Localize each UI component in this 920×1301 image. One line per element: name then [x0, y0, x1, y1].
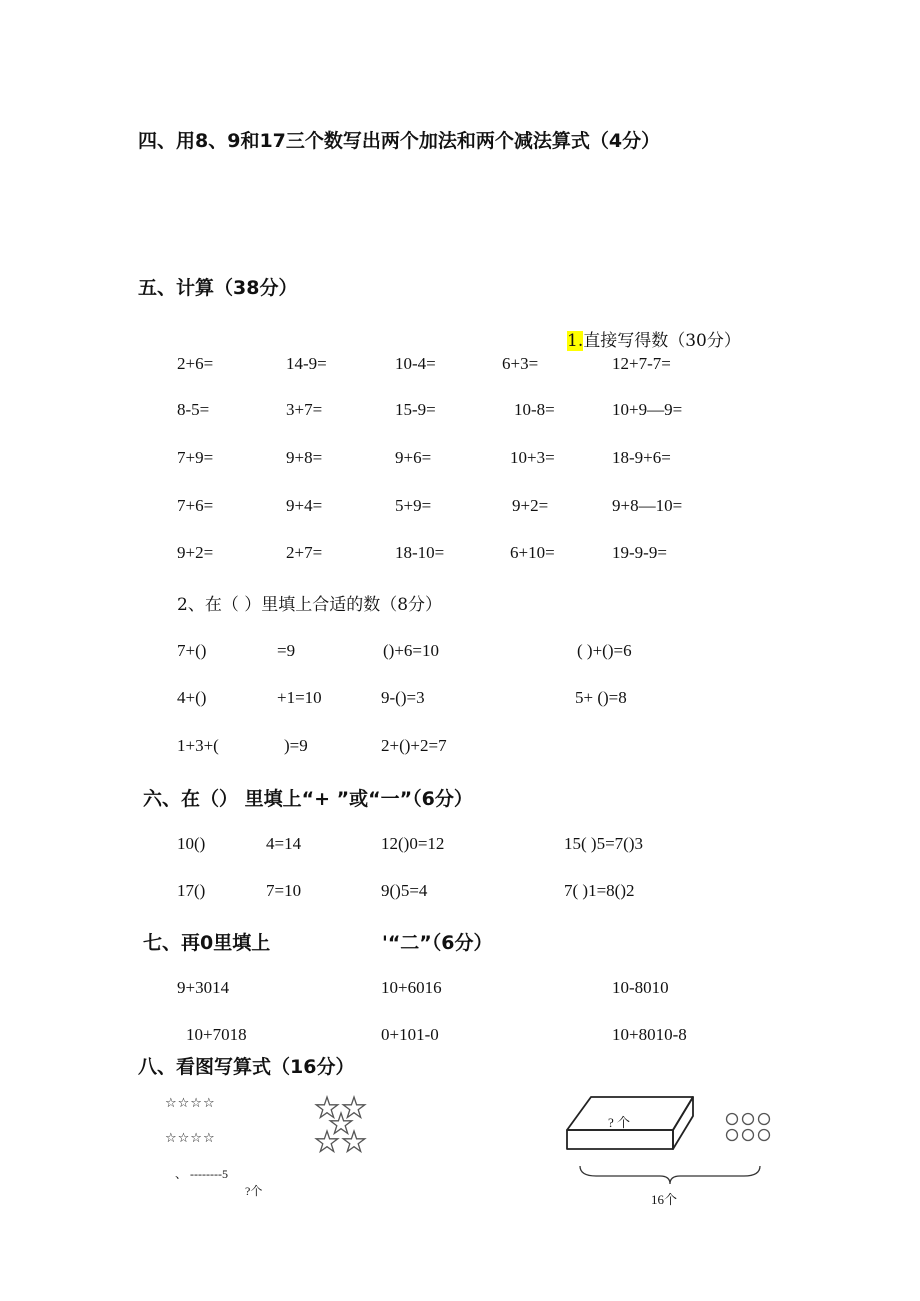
calc-item: 6+10=	[510, 543, 555, 562]
sign-item: 12()0=12	[381, 834, 445, 853]
calc-item: 9+2=	[177, 543, 214, 562]
calc-item: 19-9-9=	[612, 543, 667, 562]
sign-item: 15( )5=7()3	[564, 834, 643, 853]
compare-item: 10+8010-8	[612, 1025, 687, 1044]
calc-item: 9+2=	[512, 496, 549, 515]
calc-item: 2+6=	[177, 354, 214, 373]
fill-item: ()+6=10	[383, 641, 439, 660]
star-row-1: ☆☆☆☆	[165, 1096, 216, 1111]
calc-item: 10+3=	[510, 448, 555, 467]
brace-icon	[578, 1164, 763, 1186]
compare-item: 0+101-0	[381, 1025, 439, 1044]
star-cluster-icon	[312, 1094, 372, 1158]
compare-item: 9+3014	[177, 978, 230, 997]
sign-item: 9()5=4	[381, 881, 428, 900]
fill-item: 4+()	[177, 688, 207, 707]
calc-item: 8-5=	[177, 400, 210, 419]
brace-total-label: 16个	[651, 1192, 678, 1207]
section-4-title: 四、用8、9和17三个数写出两个加法和两个减法算式（4分）	[138, 130, 661, 152]
calc-item: 6+3=	[502, 354, 539, 373]
compare-item: 10+7018	[186, 1025, 247, 1044]
sign-item: 7=10	[266, 881, 302, 900]
section-7-title: 七、再0里填上	[143, 932, 271, 954]
sign-item: 10()	[177, 834, 206, 853]
calc-item: 18-9+6=	[612, 448, 671, 467]
box-icon	[563, 1092, 703, 1154]
calc-item: 9+8=	[286, 448, 323, 467]
calc-item: 14-9=	[286, 354, 327, 373]
sign-item: 4=14	[266, 834, 302, 853]
fill-item: ( )+()=6	[577, 641, 632, 660]
calc-item: 9+8—10=	[612, 496, 683, 515]
subsection-1-number: 1.	[567, 331, 584, 351]
compare-item: 10+6016	[381, 978, 442, 997]
compare-item: 10-8010	[612, 978, 669, 997]
calc-item: 12+7-7=	[612, 354, 671, 373]
calc-item: 10+9—9=	[612, 400, 683, 419]
subsection-1-heading	[567, 326, 741, 351]
fill-item: )=9	[284, 736, 308, 755]
fill-item: 1+3+(	[177, 736, 219, 755]
calc-item: 10-4=	[395, 354, 436, 373]
fill-item: =9	[277, 641, 296, 660]
sign-item: 17()	[177, 881, 206, 900]
calc-item: 18-10=	[395, 543, 445, 562]
section-8-title: 八、看图写算式（16分）	[138, 1056, 355, 1078]
section-7-title-continuation: '“二”（6分）	[382, 932, 493, 954]
calc-item: 3+7=	[286, 400, 323, 419]
section-5-title: 五、计算（38分）	[138, 277, 298, 299]
fill-item: 7+()	[177, 641, 207, 660]
calc-item: 9+6=	[395, 448, 432, 467]
fill-item: 2+()+2=7	[381, 736, 447, 755]
calc-item: 7+9=	[177, 448, 214, 467]
subsection-2-title: 2、在（ ）里填上合适的数（8分）	[177, 595, 443, 615]
sign-item: 7( )1=8()2	[564, 881, 635, 900]
section-6-title: 六、在（） 里填上“+ ”或“一”（6分）	[143, 788, 473, 810]
dash-line-label: 、 --------5	[175, 1167, 228, 1181]
question-count-label: ?个	[245, 1184, 263, 1198]
star-row-2: ☆☆☆☆	[165, 1131, 216, 1146]
fill-item: 9-()=3	[381, 688, 425, 707]
circle-group-icon	[724, 1110, 772, 1144]
box-question-label: ? 个	[608, 1115, 631, 1130]
calc-item: 15-9=	[395, 400, 436, 419]
calc-item: 2+7=	[286, 543, 323, 562]
calc-item: 5+9=	[395, 496, 432, 515]
calc-item: 10-8=	[514, 400, 555, 419]
subsection-1-title: 直接写得数（30分）	[583, 331, 741, 351]
calc-item: 9+4=	[286, 496, 323, 515]
fill-item: 5+ ()=8	[575, 688, 627, 707]
calc-item: 7+6=	[177, 496, 214, 515]
fill-item: +1=10	[277, 688, 322, 707]
